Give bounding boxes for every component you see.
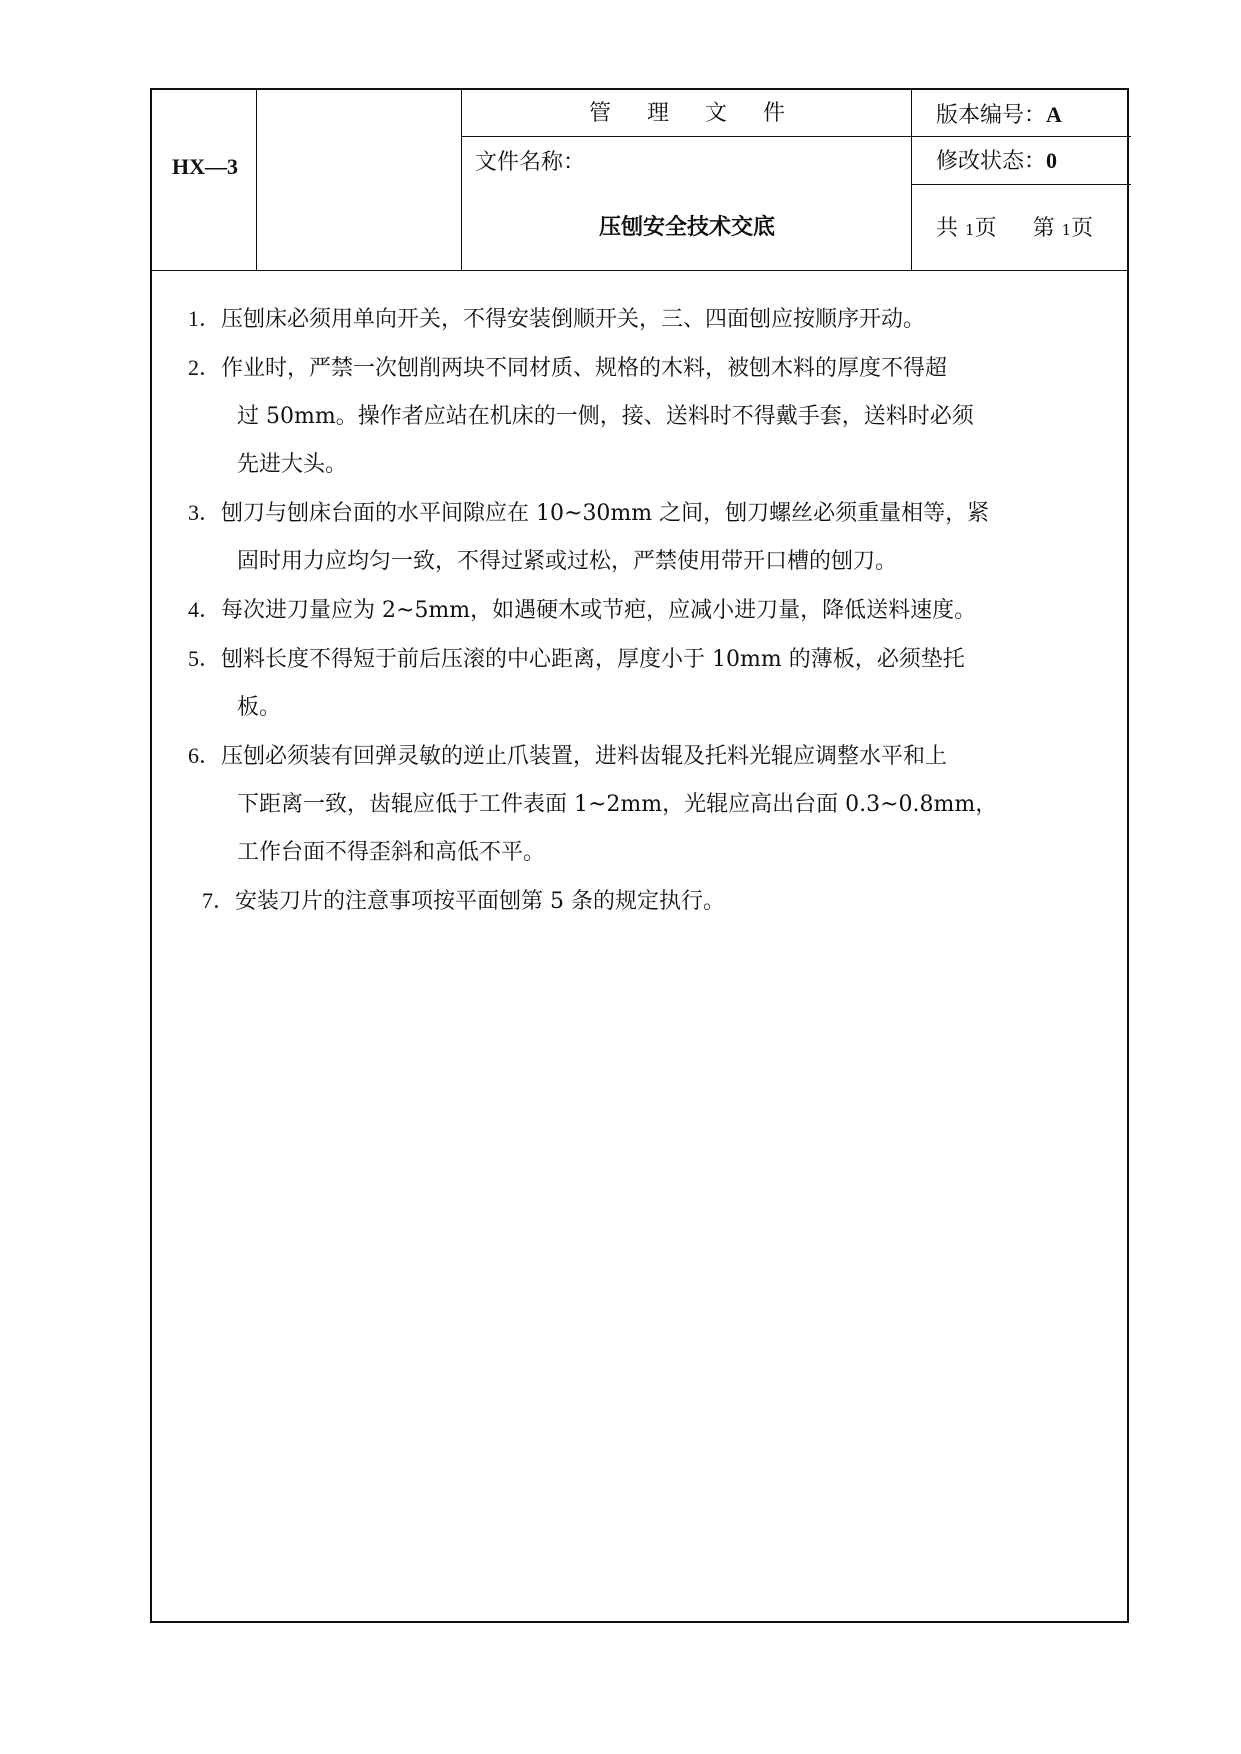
list-item-first-line: [202, 877, 1068, 926]
header-divider: [911, 184, 1131, 185]
list-item-continuation: 先进大头。: [237, 452, 348, 477]
document-header-table: [152, 90, 1127, 271]
list-item-text: 每次进刀量应为 2~5mm，如遇硬木或节疤，应减小进刀量，降低送料速度。: [221, 598, 977, 623]
revision-label: 修改状态：: [936, 149, 1047, 174]
revision-field: [936, 148, 1057, 175]
current-page-prefix: 第: [1032, 216, 1055, 241]
safety-items-list: [188, 295, 1068, 926]
header-divider: [461, 90, 462, 270]
file-name-label: 文件名称：: [475, 150, 586, 175]
list-item: [188, 635, 1068, 732]
list-item-number: 5．: [188, 646, 222, 671]
list-item: [188, 295, 1068, 344]
list-item-number: 3．: [188, 500, 222, 525]
page-count: [936, 216, 1093, 243]
list-item: [188, 489, 1068, 586]
total-pages-prefix: 共: [936, 216, 959, 241]
document-frame: [150, 88, 1129, 1623]
list-item: [188, 586, 1068, 635]
document-code: HX—3: [172, 154, 238, 179]
total-pages-suffix: 页: [974, 216, 997, 241]
version-value: A: [1046, 102, 1062, 127]
list-item-text: 压刨必须装有回弹灵敏的逆止爪装置，进料齿辊及托料光辊应调整水平和上: [221, 744, 948, 769]
list-item-text: 刨刀与刨床台面的水平间隙应在 10~30mm 之间，刨刀螺丝必须重量相等，紧: [221, 501, 990, 526]
revision-value: 0: [1046, 148, 1058, 173]
list-item-continuation: 板。: [237, 695, 282, 720]
version-field: [936, 102, 1062, 129]
list-item-text: 作业时，严禁一次刨削两块不同材质、规格的木料，被刨木料的厚度不得超: [221, 356, 948, 381]
list-item-number: 4．: [188, 597, 222, 622]
list-item-continuation: 工作台面不得歪斜和高低不平。: [237, 840, 546, 865]
document-title: 压刨安全技术交底: [598, 215, 775, 240]
header-divider: [256, 90, 257, 270]
header-divider: [911, 90, 912, 270]
list-item-text: 压刨床必须用单向开关，不得安装倒顺开关，三、四面刨应按顺序开动。: [221, 307, 926, 332]
list-item-first-line: [188, 732, 1068, 781]
document-type: 管理文件: [588, 101, 821, 126]
version-label: 版本编号：: [936, 103, 1047, 128]
list-item-first-line: [188, 489, 1068, 538]
list-item-text: 刨料长度不得短于前后压滚的中心距离，厚度小于 10mm 的薄板，必须垫托: [221, 647, 965, 672]
list-item-first-line: [188, 586, 1068, 635]
list-item-first-line: [188, 635, 1068, 684]
list-item-text: 安装刀片的注意事项按平面刨第 5 条的规定执行。: [235, 889, 726, 914]
list-item-continuation: 过 50mm。操作者应站在机床的一侧，接、送料时不得戴手套，送料时必须: [237, 404, 974, 429]
list-item-continuation: 下距离一致，齿辊应低于工件表面 1~2mm，光辊应高出台面 0.3~0.8mm，: [237, 792, 998, 817]
header-divider: [461, 136, 1131, 137]
current-page-value: 1: [1061, 221, 1072, 239]
current-page-suffix: 页: [1071, 216, 1094, 241]
list-item-continuation: 固时用力应均匀一致，不得过紧或过松，严禁使用带开口槽的刨刀。: [237, 549, 898, 574]
list-item-first-line: [188, 295, 1068, 344]
list-item: [188, 344, 1068, 489]
list-item: [188, 732, 1068, 877]
list-item-number: 6．: [188, 743, 222, 768]
list-item-number: 7．: [202, 888, 236, 913]
list-item-first-line: [188, 344, 1068, 393]
list-item-number: 1．: [188, 306, 222, 331]
total-pages-value: 1: [965, 221, 975, 239]
list-item: [188, 877, 1068, 926]
list-item-number: 2．: [188, 355, 222, 380]
